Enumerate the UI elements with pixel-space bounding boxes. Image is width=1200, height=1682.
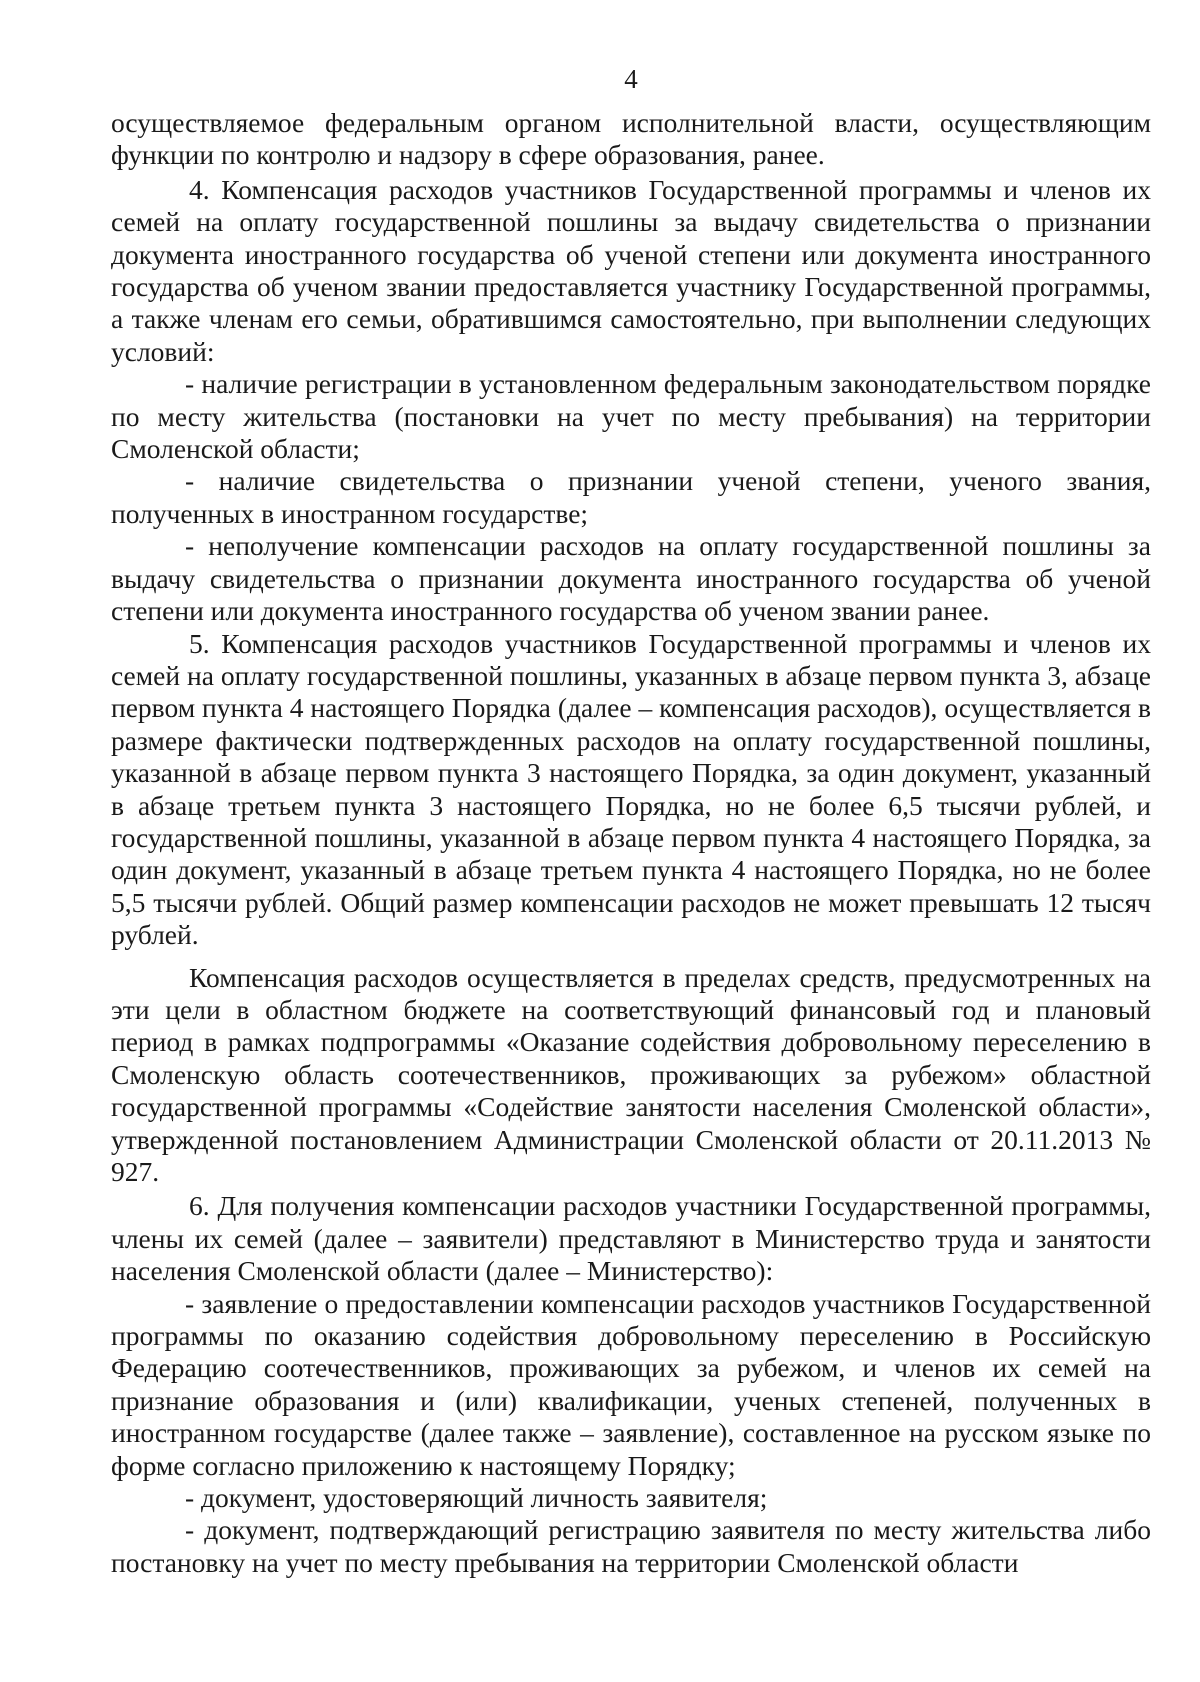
paragraph-item-4: 4. Компенсация расходов участников Государственной программы и членов их семей на оплату государственной пошлины за выдачу свидетельства о признании документа иностранного государства об ученой степени или документа иностранного государства об ученом звании предоставляется участнику Государственной программы, а также членам его семьи, обратившимся самостоятельно, при выполнении следующих условий: bbox=[111, 173, 1151, 367]
document-registration: - документ, подтверждающий регистрацию заявителя по месту жительства либо постановку на учет по месту пребывания на территории Смоленской области bbox=[111, 1514, 1151, 1578]
document-body bbox=[111, 107, 1151, 1579]
condition-no-prior-compensation: - неполучение компенсации расходов на оплату государственной пошлины за выдачу свидетельства о признании документа иностранного государства об ученой степени или документа иностранного государства об ученом звании ранее. bbox=[111, 530, 1151, 627]
paragraph-budget: Компенсация расходов осуществляется в пределах средств, предусмотренных на эти цели в областном бюджете на соответствующий финансовый год и плановый период в рамках подпрограммы «Оказание содействия добровольному переселению в Смоленскую область соотечественников, проживающих за рубежом» областной государственной программы «Содействие занятости населения Смоленской области», утвержденной постановлением Администрации Смоленской области от 20.11.2013 № 927. bbox=[111, 961, 1151, 1187]
document-application: - заявление о предоставлении компенсации расходов участников Государственной программы по оказанию содействия добровольному переселению в Российскую Федерацию соотечественников, проживающих за рубежом, и членов их семей на признание образования и (или) квалификации, ученых степеней, полученных в иностранном государстве (далее также – заявление), составленное на русском языке по форме согласно приложению к настоящему Порядку; bbox=[111, 1287, 1151, 1481]
document-identity: - документ, удостоверяющий личность заявителя; bbox=[185, 1482, 768, 1514]
page-number: 4 bbox=[624, 64, 638, 94]
paragraph-item-6: 6. Для получения компенсации расходов участники Государственной программы, члены их семей (далее – заявители) представляют в Министерство труда и занятости населения Смоленской области (далее – Министерство): bbox=[111, 1190, 1151, 1287]
paragraph-continuation: осуществляемое федеральным органом исполнительной власти, осуществляющим функции по контролю и надзору в сфере образования, ранее. bbox=[111, 107, 1151, 171]
condition-certificate: - наличие свидетельства о признании ученой степени, ученого звания, полученных в иностранном государстве; bbox=[111, 465, 1151, 529]
condition-registration: - наличие регистрации в установленном федеральным законодательством порядке по месту жительства (постановки на учет по месту пребывания) на территории Смоленской области; bbox=[111, 368, 1151, 465]
paragraph-item-5: 5. Компенсация расходов участников Государственной программы и членов их семей на оплату государственной пошлины, указанных в абзаце первом пункта 3, абзаце первом пункта 4 настоящего Порядка (далее – компенсация расходов), осуществляется в размере фактически подтвержденных расходов на оплату государственной пошлины, указанной в абзаце первом пункта 3 настоящего Порядка, за один документ, указанный в абзаце третьем пункта 3 настоящего Порядка, но не более 6,5 тысячи рублей, и государственной пошлины, указанной в абзаце первом пункта 4 настоящего Порядка, за один документ, указанный в абзаце третьем пункта 4 настоящего Порядка, но не более 5,5 тысячи рублей. Общий размер компенсации расходов не может превышать 12 тысяч рублей. bbox=[111, 627, 1151, 951]
